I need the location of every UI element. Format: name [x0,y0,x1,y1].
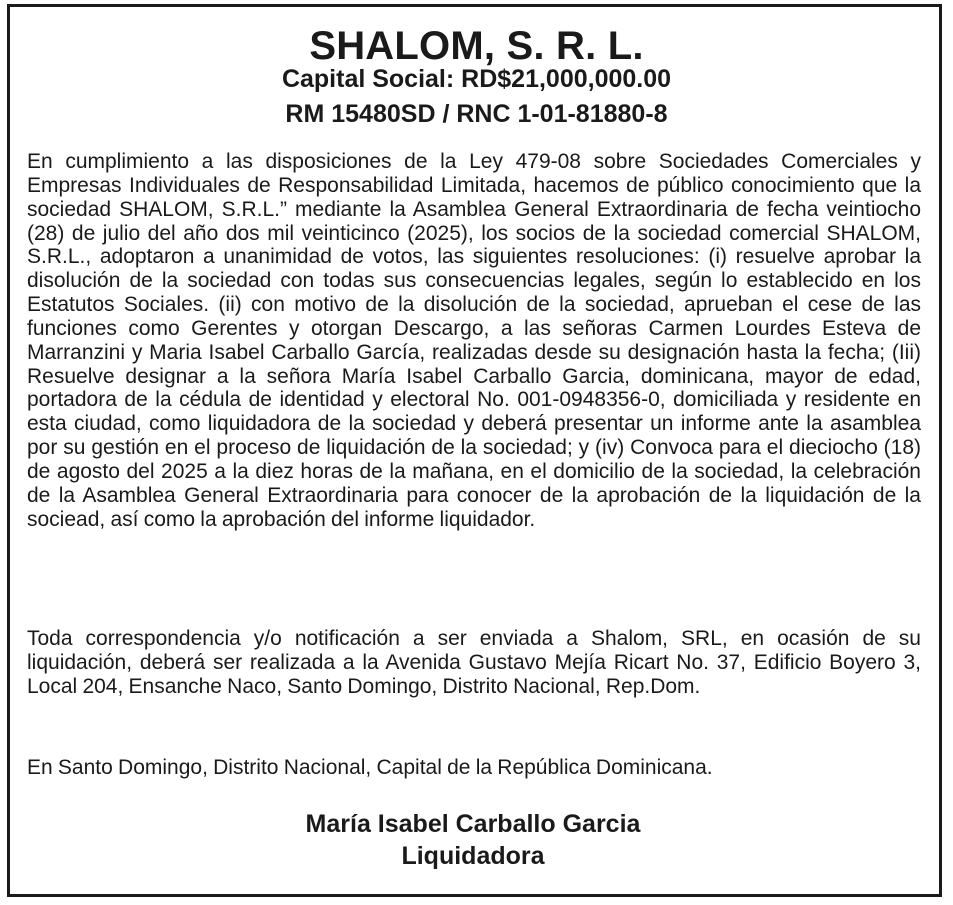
signer-role: Liquidadora [401,842,545,870]
correspondence-paragraph: Toda correspondencia y/o notificación a ser enviada a Shalom, SRL, en ocasión de su liquidación, deberá ser realizada a la Avenida Gustavo Mejía Ricart No. 37, Edificio Boyero 3, Local 204, Ensanche Naco, Santo Domingo, Distrito Nacional, Rep.Dom. [27,627,921,698]
place-line: En Santo Domingo, Distrito Nacional, Capital de la República Dominicana. [27,756,713,779]
signer-name: María Isabel Carballo Garcia [305,810,641,838]
registry-numbers: RM 15480SD / RNC 1-01-81880-8 [285,100,668,128]
company-name: SHALOM, S. R. L. [309,24,644,68]
resolution-paragraph: En cumplimiento a las disposiciones de la Ley 479-08 sobre Sociedades Comerciales y Empresas Individuales de Responsabilidad Limitada, hacemos de público conocimiento que la sociedad SHALOM, S.R.L.” mediante la Asamblea General Extraordinaria de fecha veintiocho (28) de julio del año dos mil veinticinco (2025), los socios de la sociedad comercial SHALOM, S.R.L., adoptaron a unanimidad de votos, las siguientes resoluciones: (i) resuelve aprobar la disolución de la sociedad con todas sus consecuencias legales, según lo establecido en los Estatutos Sociales. (ii) con motivo de la disolución de la sociedad, aprueban el cese de las funciones como Gerentes y otorgan Descargo, a las señoras Carmen Lourdes Esteva de Marranzini y Maria Isabel Carballo García, realizadas desde su designación hasta la fecha; (Iii) Resuelve designar a la señora María Isabel Carballo Garcia, dominicana, mayor de edad, portadora de la cédula de identidad y electoral No. 001-0948356-0, domiciliada y residente en esta ciudad, como liquidadora de la sociedad y deberá presentar un informe ante la asamblea por su gestión en el proceso de liquidación de la sociedad; y (iv) Convoca para el dieciocho (18) de agosto del 2025 a la diez horas de la mañana, en el domicilio de la sociedad, la celebración de la Asamblea General Extraordinaria para conocer de la aprobación de la liquidación de la sociead, así como la aprobación del informe liquidador. [27,150,921,531]
capital-social: Capital Social: RD$21,000,000.00 [281,65,672,93]
